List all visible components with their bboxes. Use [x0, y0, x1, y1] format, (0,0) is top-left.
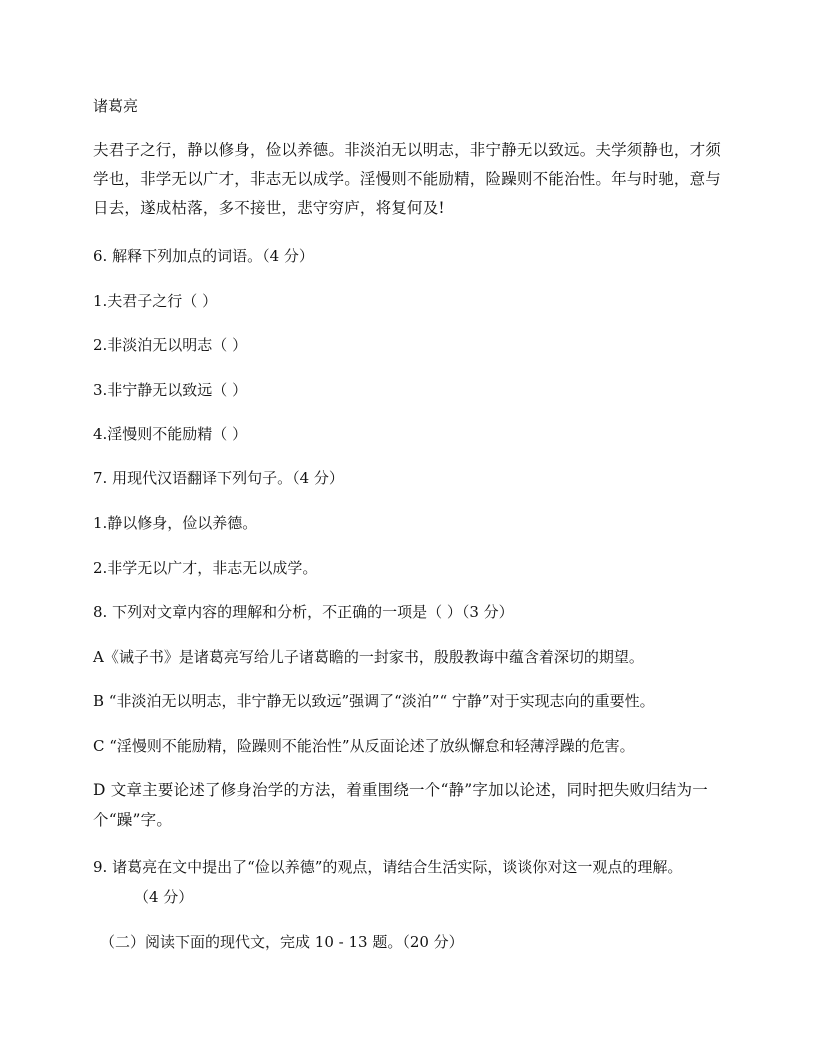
q8-stem: 8. 下列对文章内容的理解和分析，不正确的一项是（ ）（3 分）	[93, 603, 514, 621]
q7-item: 1.静以修身，俭以养德。	[93, 514, 258, 532]
q6-item: 4.淫慢则不能励精（ ）	[93, 425, 248, 443]
q8-option-a: A《诫子书》是诸葛亮写给儿子诸葛瞻的一封家书，殷殷教诲中蕴含着深切的期望。	[93, 648, 644, 666]
section-heading: （二）阅读下面的现代文，完成 10 - 13 题。（20 分）	[100, 933, 464, 951]
author-line: 诸葛亮	[93, 97, 139, 115]
q6-item: 1.夫君子之行（ ）	[93, 292, 218, 310]
q9-score: （4 分）	[134, 888, 194, 906]
q8-option-b: B “非淡泊无以明志，非宁静无以致远”强调了“淡泊”“ 宁静”对于实现志向的重要性。	[93, 692, 655, 710]
q8-option-c: C “淫慢则不能励精，险躁则不能治性”从反面论述了放纵懈怠和轻薄浮躁的危害。	[93, 737, 635, 755]
q9-stem: 9. 诸葛亮在文中提出了“俭以养德”的观点，请结合生活实际，谈谈你对这一观点的理解。	[93, 858, 683, 876]
q6-stem: 6. 解释下列加点的词语。（4 分）	[93, 247, 314, 265]
q6-item: 2.非淡泊无以明志（ ）	[93, 336, 248, 354]
q8-option-d: D 文章主要论述了修身治学的方法，着重围绕一个“静”字加以论述，同时把失败归结为一个“躁”字。	[93, 781, 708, 829]
q6-item: 3.非宁静无以致远（ ）	[93, 381, 248, 399]
q7-item: 2.非学无以广才，非志无以成学。	[93, 559, 318, 577]
q7-stem: 7. 用现代汉语翻译下列句子。（4 分）	[93, 469, 344, 487]
passage-paragraph: 夫君子之行，静以修身，俭以养德。非淡泊无以明志，非宁静无以致远。夫学须静也，才须学也，非学无以广才，非志无以成学。淫慢则不能励精，险躁则不能治性。年与时驰，意与日去，遂成枯落，多不接世，悲守穷庐，将复何及!	[93, 141, 722, 217]
